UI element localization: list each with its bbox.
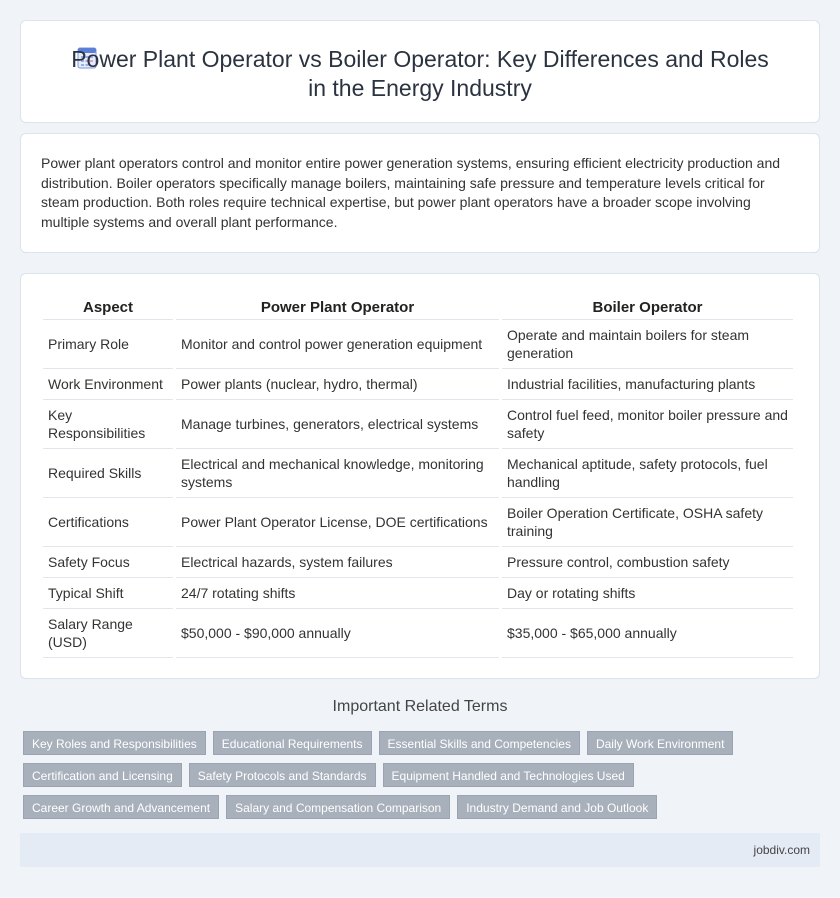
cell-aspect: Salary Range (USD): [43, 609, 173, 658]
table-row: [43, 609, 793, 658]
tag-essential-skills[interactable]: Essential Skills and Competencies: [379, 731, 580, 755]
cell-boiler: Day or rotating shifts: [502, 578, 793, 609]
header-card: [20, 20, 820, 123]
table-row: [43, 547, 793, 578]
tag-equipment-handled[interactable]: Equipment Handled and Technologies Used: [383, 763, 634, 787]
cell-boiler: Industrial facilities, manufacturing plants: [502, 369, 793, 400]
table-row: [43, 498, 793, 547]
table-row: [43, 449, 793, 498]
cell-aspect: Work Environment: [43, 369, 173, 400]
intro-card: [20, 133, 820, 253]
tag-row: [23, 795, 823, 819]
cell-power-plant: Power plants (nuclear, hydro, thermal): [176, 369, 499, 400]
tag-row: [23, 731, 823, 755]
cell-boiler: Boiler Operation Certificate, OSHA safety training: [502, 498, 793, 547]
intro-paragraph: Power plant operators control and monitor entire power generation systems, ensuring efficient electricity production and distribution. Boiler operators specifically manage boilers, maintaining safe pressure and temperature levels critical for steam production. Both roles require technical expertise, but power plant operators have a broader scope involving multiple systems and overall plant performance.: [41, 155, 781, 230]
tag-daily-work-environment[interactable]: Daily Work Environment: [587, 731, 733, 755]
cell-power-plant: $50,000 - $90,000 annually: [176, 609, 499, 658]
cell-power-plant: Electrical and mechanical knowledge, monitoring systems: [176, 449, 499, 498]
tag-salary-comparison[interactable]: Salary and Compensation Comparison: [226, 795, 450, 819]
cell-boiler: Mechanical aptitude, safety protocols, fuel handling: [502, 449, 793, 498]
cell-aspect: Primary Role: [43, 320, 173, 369]
table-row: [43, 578, 793, 609]
header-power-plant-operator: Power Plant Operator: [176, 296, 499, 320]
cell-boiler: Operate and maintain boilers for steam generation: [502, 320, 793, 369]
page-title: Power Plant Operator vs Boiler Operator: Key Differences and Roles in the Energy Industry: [71, 46, 769, 101]
tag-certification-licensing[interactable]: Certification and Licensing: [23, 763, 182, 787]
footer-site-link[interactable]: jobdiv.com: [753, 843, 810, 857]
cell-boiler: Pressure control, combustion safety: [502, 547, 793, 578]
footer: [20, 833, 820, 867]
table-header-row: [43, 296, 793, 320]
cell-aspect: Certifications: [43, 498, 173, 547]
cell-aspect: Typical Shift: [43, 578, 173, 609]
header-aspect: Aspect: [43, 296, 173, 320]
cell-aspect: Required Skills: [43, 449, 173, 498]
header-boiler-operator: Boiler Operator: [502, 296, 793, 320]
table-row: [43, 320, 793, 369]
cell-power-plant: Electrical hazards, system failures: [176, 547, 499, 578]
tag-key-roles[interactable]: Key Roles and Responsibilities: [23, 731, 206, 755]
comparison-card: [20, 273, 820, 679]
cell-boiler: Control fuel feed, monitor boiler pressure and safety: [502, 400, 793, 449]
cell-power-plant: Monitor and control power generation equipment: [176, 320, 499, 369]
cell-aspect: Safety Focus: [43, 547, 173, 578]
table-row: [43, 400, 793, 449]
related-terms-title: Important Related Terms: [332, 698, 508, 715]
comparison-table: [40, 296, 796, 658]
table-row: [43, 369, 793, 400]
cell-power-plant: 24/7 rotating shifts: [176, 578, 499, 609]
tag-industry-demand[interactable]: Industry Demand and Job Outlook: [457, 795, 657, 819]
cell-aspect: Key Responsibilities: [43, 400, 173, 449]
tag-career-growth[interactable]: Career Growth and Advancement: [23, 795, 219, 819]
tag-row: [23, 763, 823, 787]
cell-power-plant: Power Plant Operator License, DOE certifications: [176, 498, 499, 547]
tag-safety-protocols[interactable]: Safety Protocols and Standards: [189, 763, 376, 787]
cell-boiler: $35,000 - $65,000 annually: [502, 609, 793, 658]
tag-educational-requirements[interactable]: Educational Requirements: [213, 731, 372, 755]
related-terms-tags: [23, 731, 823, 827]
cell-power-plant: Manage turbines, generators, electrical systems: [176, 400, 499, 449]
